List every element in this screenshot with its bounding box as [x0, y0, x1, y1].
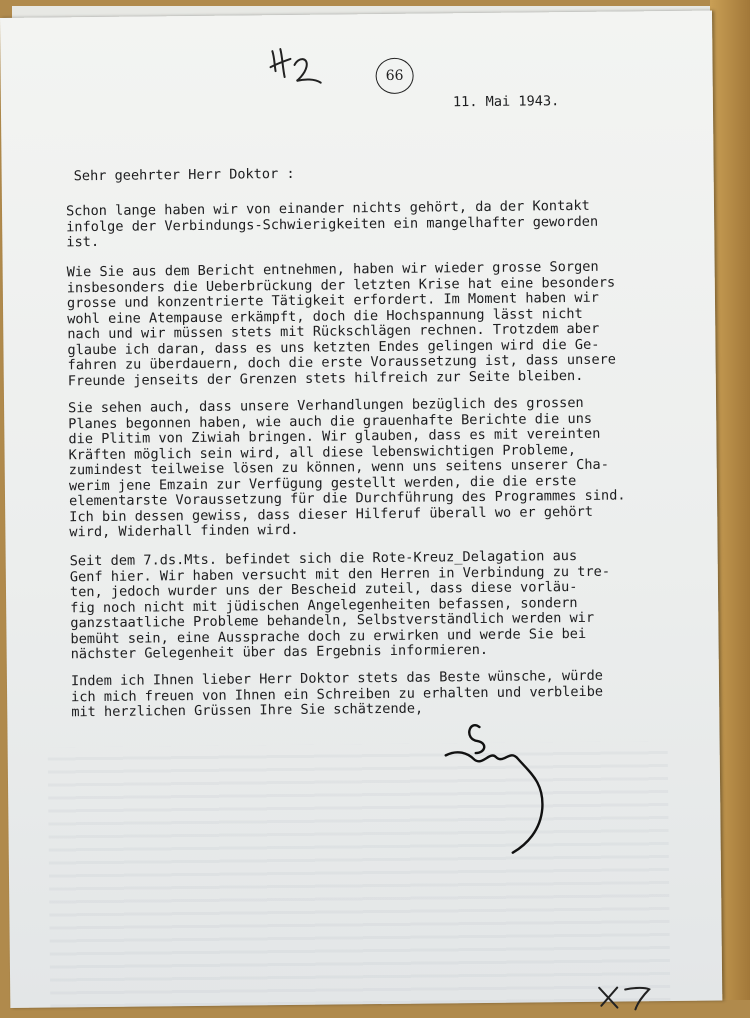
paragraph-3: Sie sehen auch, dass unsere Verhandlungen bezüglich des grossen Planes begonnen haben, wie auch die grauenhafte Berichte die uns die Plitim von Ziwiah bringen. Wir glauben, dass es mit vereinten Kräften möglich sein wird, all diese lebenswichtigen Probleme, zumindest teilweise lösen zu können, wenn uns seitens unserer Cha- werim jene Emzain zur Verfügung gestellt werden, die die erste elementarste Voraussetzung für die Durchführung des Programmes sind. Ich bin dessen gewiss, dass dieser Hilferuf überall wo er gehört wird, Widerhall finden wird. [68, 394, 626, 541]
page-number-circle [375, 58, 413, 94]
paragraph-2: Wie Sie aus dem Bericht entnehmen, haben wir wieder grosse Sorgen insbesonders die Ueberbrückung der letzten Krise hat eine besonders grosse und konzentrierte Tätigkeit erfordert. Im Moment haben wir wohl eine Atempause erkämpft, doch die Hochspannung lässt nicht nach und wir müssen stets mit Rückschlägen rechnen. Trotzdem aber glaube ich daran, dass es uns ketzten Endes gelingen wird die Ge- fahren zu überdauern, doch die erste Voraussetzung ist, dass unsere Freunde jenseits der Grenzen stets hilfreich zur Seite bleiben. [66, 258, 617, 389]
bleed-through-text [48, 741, 671, 1007]
letter-page [0, 11, 722, 1008]
paragraph-4: Seit dem 7.ds.Mts. befindet sich die Rote-Kreuz_Delagation aus Genf hier. Wir haben versucht mit den Herren in Verbindung zu tre- ten, jedoch wurder uns der Bescheid zuteil, dass diese vorläu- fig noch nicht mit jüdischen Angelegenheiten befassen, sondern ganzstaatliche Probleme behandeln, Selbstverständlich werden wir bemüht sein, eine Aussprache doch zu erwirken und werde Sie bei nächster Gelegenheit über das Ergebnis informieren. [69, 547, 611, 663]
letter-date: 11. Mai 1943. [452, 93, 560, 111]
corner-handwritten-mark [595, 981, 665, 1012]
paragraph-closing: Indem ich Ihnen lieber Herr Doktor stets das Beste wünsche, würde ich mich freuen von Ihnen ein Schreiben zu erhalten und verbleibe mit herzlichen Grüssen Ihre Sie schätzende, [70, 667, 604, 721]
page-number: 66 [385, 67, 404, 84]
paragraph-1: Schon lange haben wir von einander nichts gehört, da der Kontakt infolge der Verbindungs-Schwierigkeiten ein mangelhafter geworden ist. [65, 197, 599, 251]
handwritten-annotation [268, 43, 328, 88]
handwritten-signature [437, 712, 569, 863]
salutation: Sehr geehrter Herr Doktor : [73, 165, 295, 185]
